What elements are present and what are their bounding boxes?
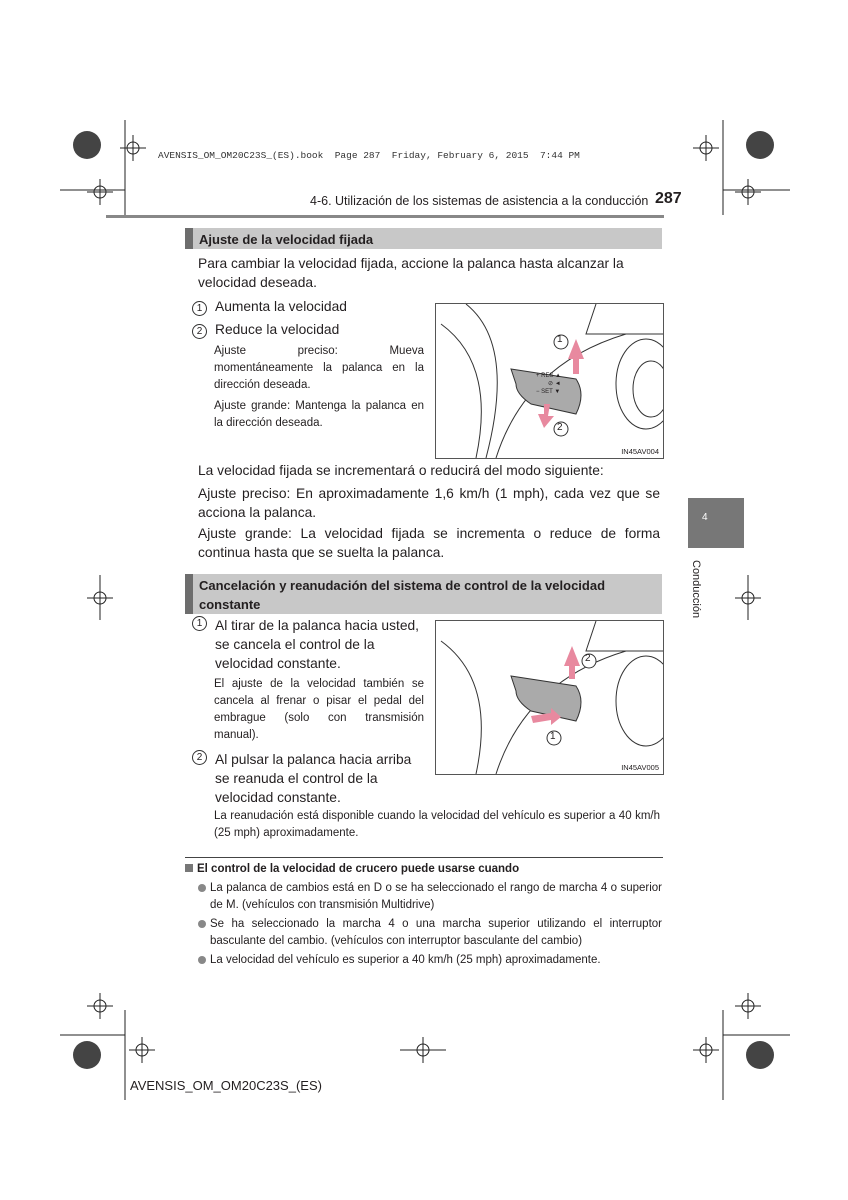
page-number: 287 (655, 190, 682, 207)
note-item: Se ha seleccionado la marcha 4 o una marcha superior utilizando el interruptor basculante del cambio. (vehículos con interruptor basculante del cambio) (210, 918, 662, 947)
chapter-tab (688, 498, 744, 548)
note-cancel: El ajuste de la velocidad también se cancela al frenar o pisar el pedal del embrague (solo con transmisión manual). (214, 678, 424, 741)
book-info: AVENSIS_OM_OM20C23S_(ES).book Page 287 Friday, February 6, 2015 7:44 PM (158, 150, 580, 161)
note-item: La palanca de cambios está en D o se ha seleccionado el rango de marcha 4 o superior de M. (vehículos con transmisión Multidrive) (210, 882, 662, 911)
num-2: 2 (192, 750, 207, 765)
paragraph: Ajuste grande: La velocidad fijada se incrementa o reduce de forma continua hasta que se suelta la palanca. (198, 526, 660, 560)
figure-label-1: 1 (557, 334, 563, 345)
section-title: Cancelación y reanudación del sistema de control de la velocidad constante (185, 574, 662, 614)
figure-code: IN45AV004 (621, 447, 659, 456)
item-2: Reduce la velocidad (215, 322, 340, 337)
item-1: Aumenta la velocidad (215, 299, 347, 314)
figure-lever-adjust (435, 303, 664, 459)
figure-label-1: 1 (550, 731, 556, 742)
note-resume: La reanudación está disponible cuando la velocidad del vehículo es superior a 40 km/h (25 mph) aproximadamente. (214, 810, 660, 839)
notes-title: El control de la velocidad de crucero puede usarse cuando (197, 863, 520, 875)
num-1: 1 (192, 301, 207, 316)
figure-code: IN45AV005 (621, 763, 659, 772)
section-header: 4-6. Utilización de los sistemas de asistencia a la conducción (310, 194, 649, 208)
figure-lever-cancel (435, 620, 664, 775)
notes-rule (185, 857, 663, 858)
lever-cancel: ⊘ ◄ (548, 381, 561, 387)
chapter-label: Conducción (690, 560, 702, 619)
chapter-number: 4 (702, 512, 708, 523)
item-1: Al tirar de la palanca hacia usted, se cancela el control de la velocidad constante. (215, 618, 420, 671)
item-2: Al pulsar la palanca hacia arriba se reanuda el control de la velocidad constante. (215, 752, 412, 805)
square-bullet-icon (185, 864, 193, 872)
section-title: Ajuste de la velocidad fijada (185, 228, 662, 249)
note-coarse: Ajuste grande: Mantenga la palanca en la dirección deseada. (214, 400, 424, 429)
lever-illustration (436, 621, 663, 774)
paragraph: La velocidad fijada se incrementará o reducirá del modo siguiente: (198, 463, 604, 478)
lever-res: + RES ▲ (536, 373, 562, 379)
paragraph: Ajuste preciso: En aproximadamente 1,6 km/h (1 mph), cada vez que se acciona la palanca. (198, 486, 660, 520)
bullet-icon (198, 956, 206, 964)
footer-text: AVENSIS_OM_OM20C23S_(ES) (130, 1078, 322, 1093)
bullet-icon (198, 884, 206, 892)
intro-text: Para cambiar la velocidad fijada, accione la palanca hasta alcanzar la velocidad deseada. (198, 256, 624, 290)
note-fine: Ajuste preciso: Mueva momentáneamente la palanca en la dirección deseada. (214, 345, 424, 391)
note-item: La velocidad del vehículo es superior a 40 km/h (25 mph) aproximadamente. (210, 954, 601, 966)
num-2: 2 (192, 324, 207, 339)
lever-set: − SET ▼ (536, 389, 561, 395)
header-rule (106, 215, 664, 218)
bullet-icon (198, 920, 206, 928)
num-1: 1 (192, 616, 207, 631)
figure-label-2: 2 (585, 653, 591, 664)
figure-label-2: 2 (557, 422, 563, 433)
